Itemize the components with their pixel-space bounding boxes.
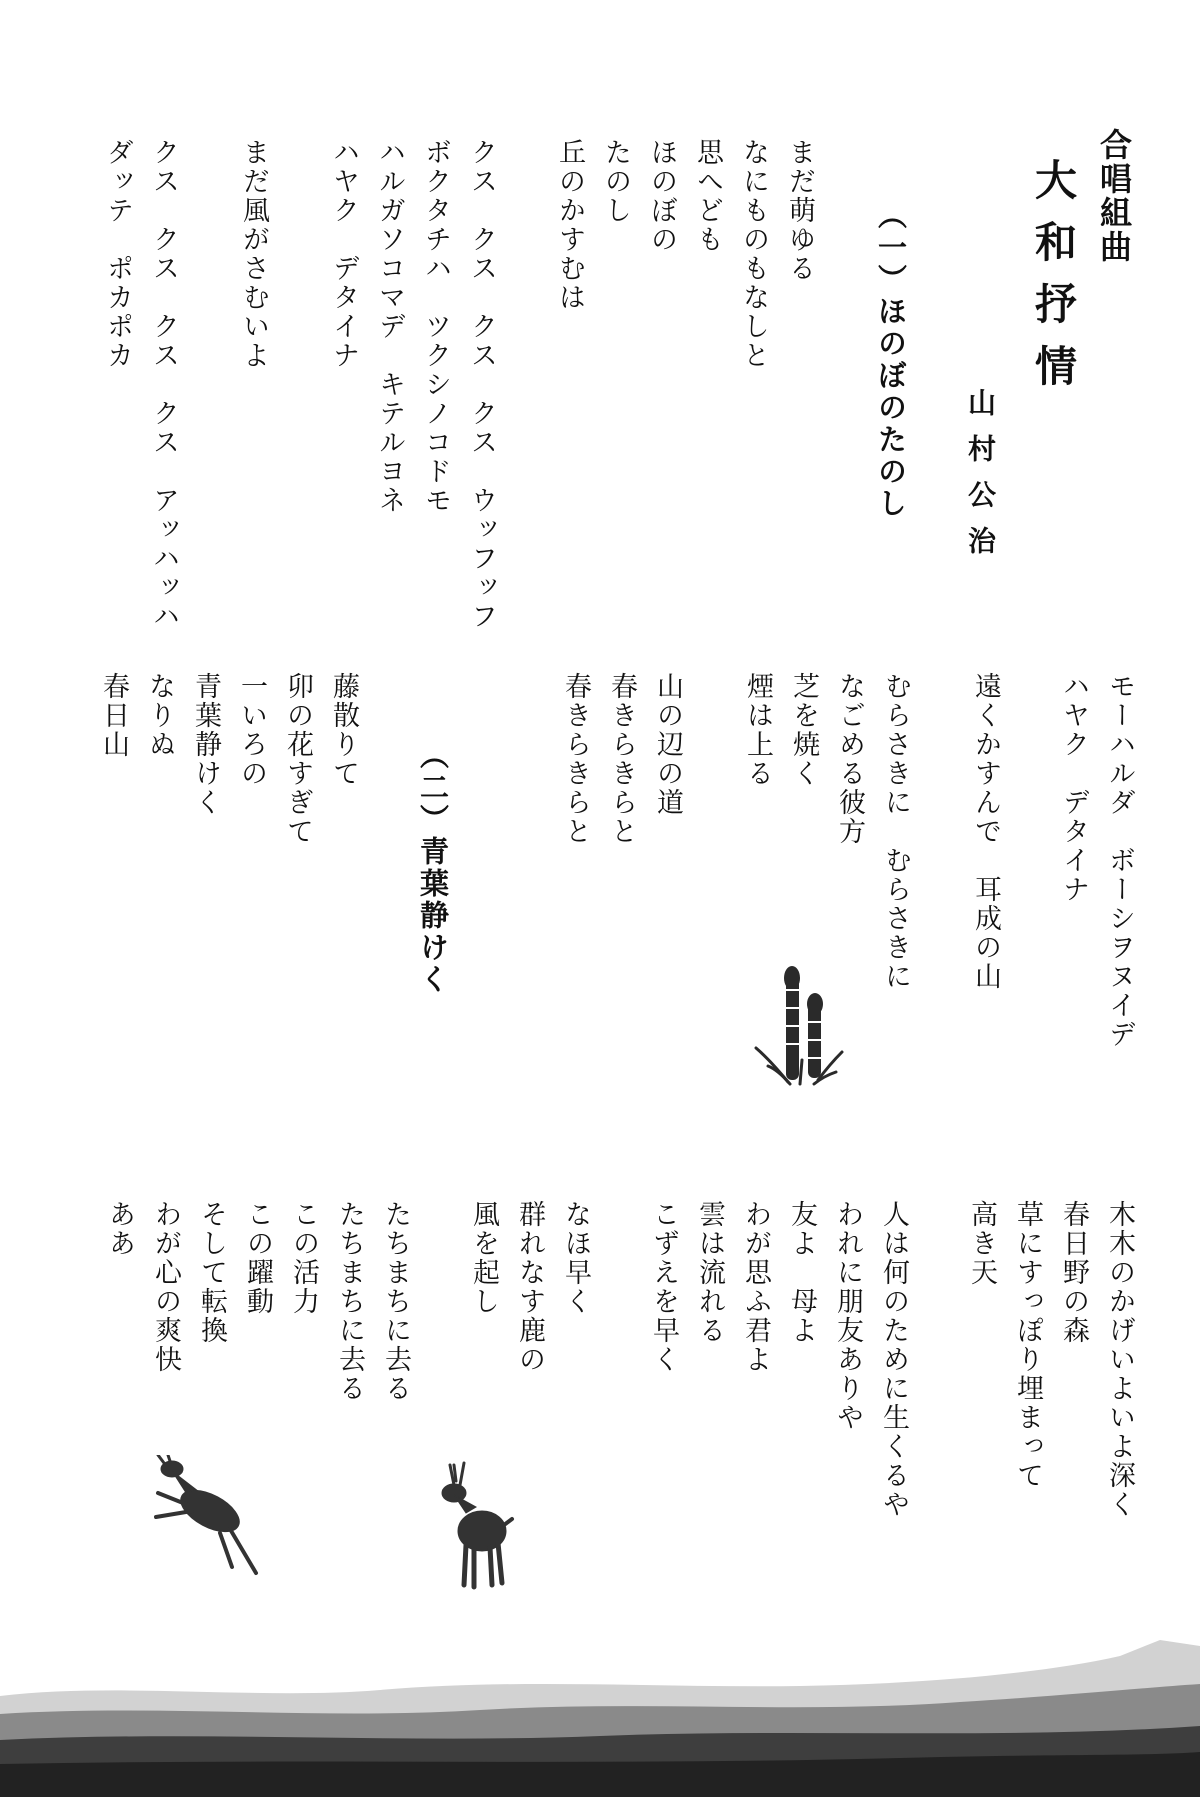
section1-heading: （一）ほのぼのたのし bbox=[874, 200, 908, 520]
page-title: 大和抒情 bbox=[1029, 158, 1078, 406]
lyric-line: 藤散りて bbox=[328, 672, 359, 788]
lyric-line: 山の辺の道 bbox=[652, 672, 683, 817]
lyric-line: 芝を焼く bbox=[788, 672, 819, 788]
lyric-line: なにものもなしと bbox=[738, 138, 769, 370]
lyric-line: 春日野の森 bbox=[1058, 1200, 1089, 1345]
lyric-line: 友よ 母よ bbox=[786, 1200, 817, 1345]
lyric-line: ハルガソコマデ キテルヨネ bbox=[374, 138, 405, 515]
lyric-line: たちまちに去る bbox=[334, 1200, 365, 1403]
lyric-line: たのし bbox=[600, 138, 631, 225]
lyric-line: ハヤク デタイナ bbox=[1058, 672, 1089, 904]
lyric-line: まだ風がさむいよ bbox=[238, 138, 269, 370]
lyric-line: 煙は上る bbox=[742, 672, 773, 788]
lyric-line: なごめる彼方 bbox=[834, 672, 865, 846]
leaping-deer-illustration bbox=[148, 1455, 268, 1585]
lyric-line: なりぬ bbox=[144, 672, 175, 759]
lyric-line: そして転換 bbox=[196, 1200, 227, 1345]
lyric-line: 雲は流れる bbox=[694, 1200, 725, 1345]
lyric-line: 一いろの bbox=[236, 672, 267, 788]
lyric-line: ほのぼの bbox=[646, 138, 677, 254]
lyric-line: 春日山 bbox=[98, 672, 129, 759]
lyric-line: むらさきに むらさきに bbox=[880, 672, 911, 991]
lyric-line: 春きらきらと bbox=[606, 672, 637, 846]
lyric-line: ああ bbox=[104, 1200, 135, 1258]
lyric-line: 高き天 bbox=[966, 1200, 997, 1287]
standing-deer-illustration bbox=[430, 1455, 520, 1595]
lyric-line: 丘のかすむは bbox=[554, 138, 585, 312]
suite-label: 合唱組曲 bbox=[1095, 128, 1133, 264]
lyric-line: ダッテ ポカポカ bbox=[102, 138, 133, 370]
lyric-line: たちまちに去る bbox=[380, 1200, 411, 1403]
lyric-line: 人は何のために生くるや bbox=[878, 1200, 909, 1519]
lyric-line: 群れなす鹿の bbox=[514, 1200, 545, 1374]
horsetail-illustration bbox=[748, 960, 848, 1090]
lyric-line: 木木のかげいよいよ深く bbox=[1104, 1200, 1135, 1519]
lyric-line: 風を起し bbox=[468, 1200, 499, 1316]
lyric-line: わが心の爽快 bbox=[150, 1200, 181, 1374]
author-name: 山村公治 bbox=[964, 388, 997, 572]
lyric-line: この躍動 bbox=[242, 1200, 273, 1316]
lyric-line: われに朋友ありや bbox=[832, 1200, 863, 1432]
lyric-line: ボクタチハ ツクシノコドモ bbox=[420, 138, 451, 515]
section2-heading: （二）青葉静けく bbox=[416, 740, 450, 996]
lyric-line: ハヤク デタイナ bbox=[328, 138, 359, 370]
lyric-line: クス クス クス クス ウッフッフ bbox=[466, 138, 497, 631]
lyric-line: わが思ふ君よ bbox=[740, 1200, 771, 1374]
lyric-line: まだ萌ゆる bbox=[784, 138, 815, 283]
lyric-line: こずえを早く bbox=[648, 1200, 679, 1374]
lyric-line: 遠くかすんで 耳成の山 bbox=[970, 672, 1001, 991]
lyric-line: 青葉静けく bbox=[190, 672, 221, 817]
hills-illustration bbox=[0, 1640, 1200, 1797]
lyric-line: モーハルダ ボーシヲヌイデ bbox=[1104, 672, 1135, 1049]
lyric-line: なほ早く bbox=[560, 1200, 591, 1316]
lyric-line: 草にすっぽり埋まって bbox=[1012, 1200, 1043, 1490]
lyric-line: 思へども bbox=[692, 138, 723, 254]
lyric-line: この活力 bbox=[288, 1200, 319, 1316]
lyric-line: クス クス クス クス アッハッハ bbox=[148, 138, 179, 631]
lyric-line: 卯の花すぎて bbox=[282, 672, 313, 846]
lyric-line: 春きらきらと bbox=[560, 672, 591, 846]
